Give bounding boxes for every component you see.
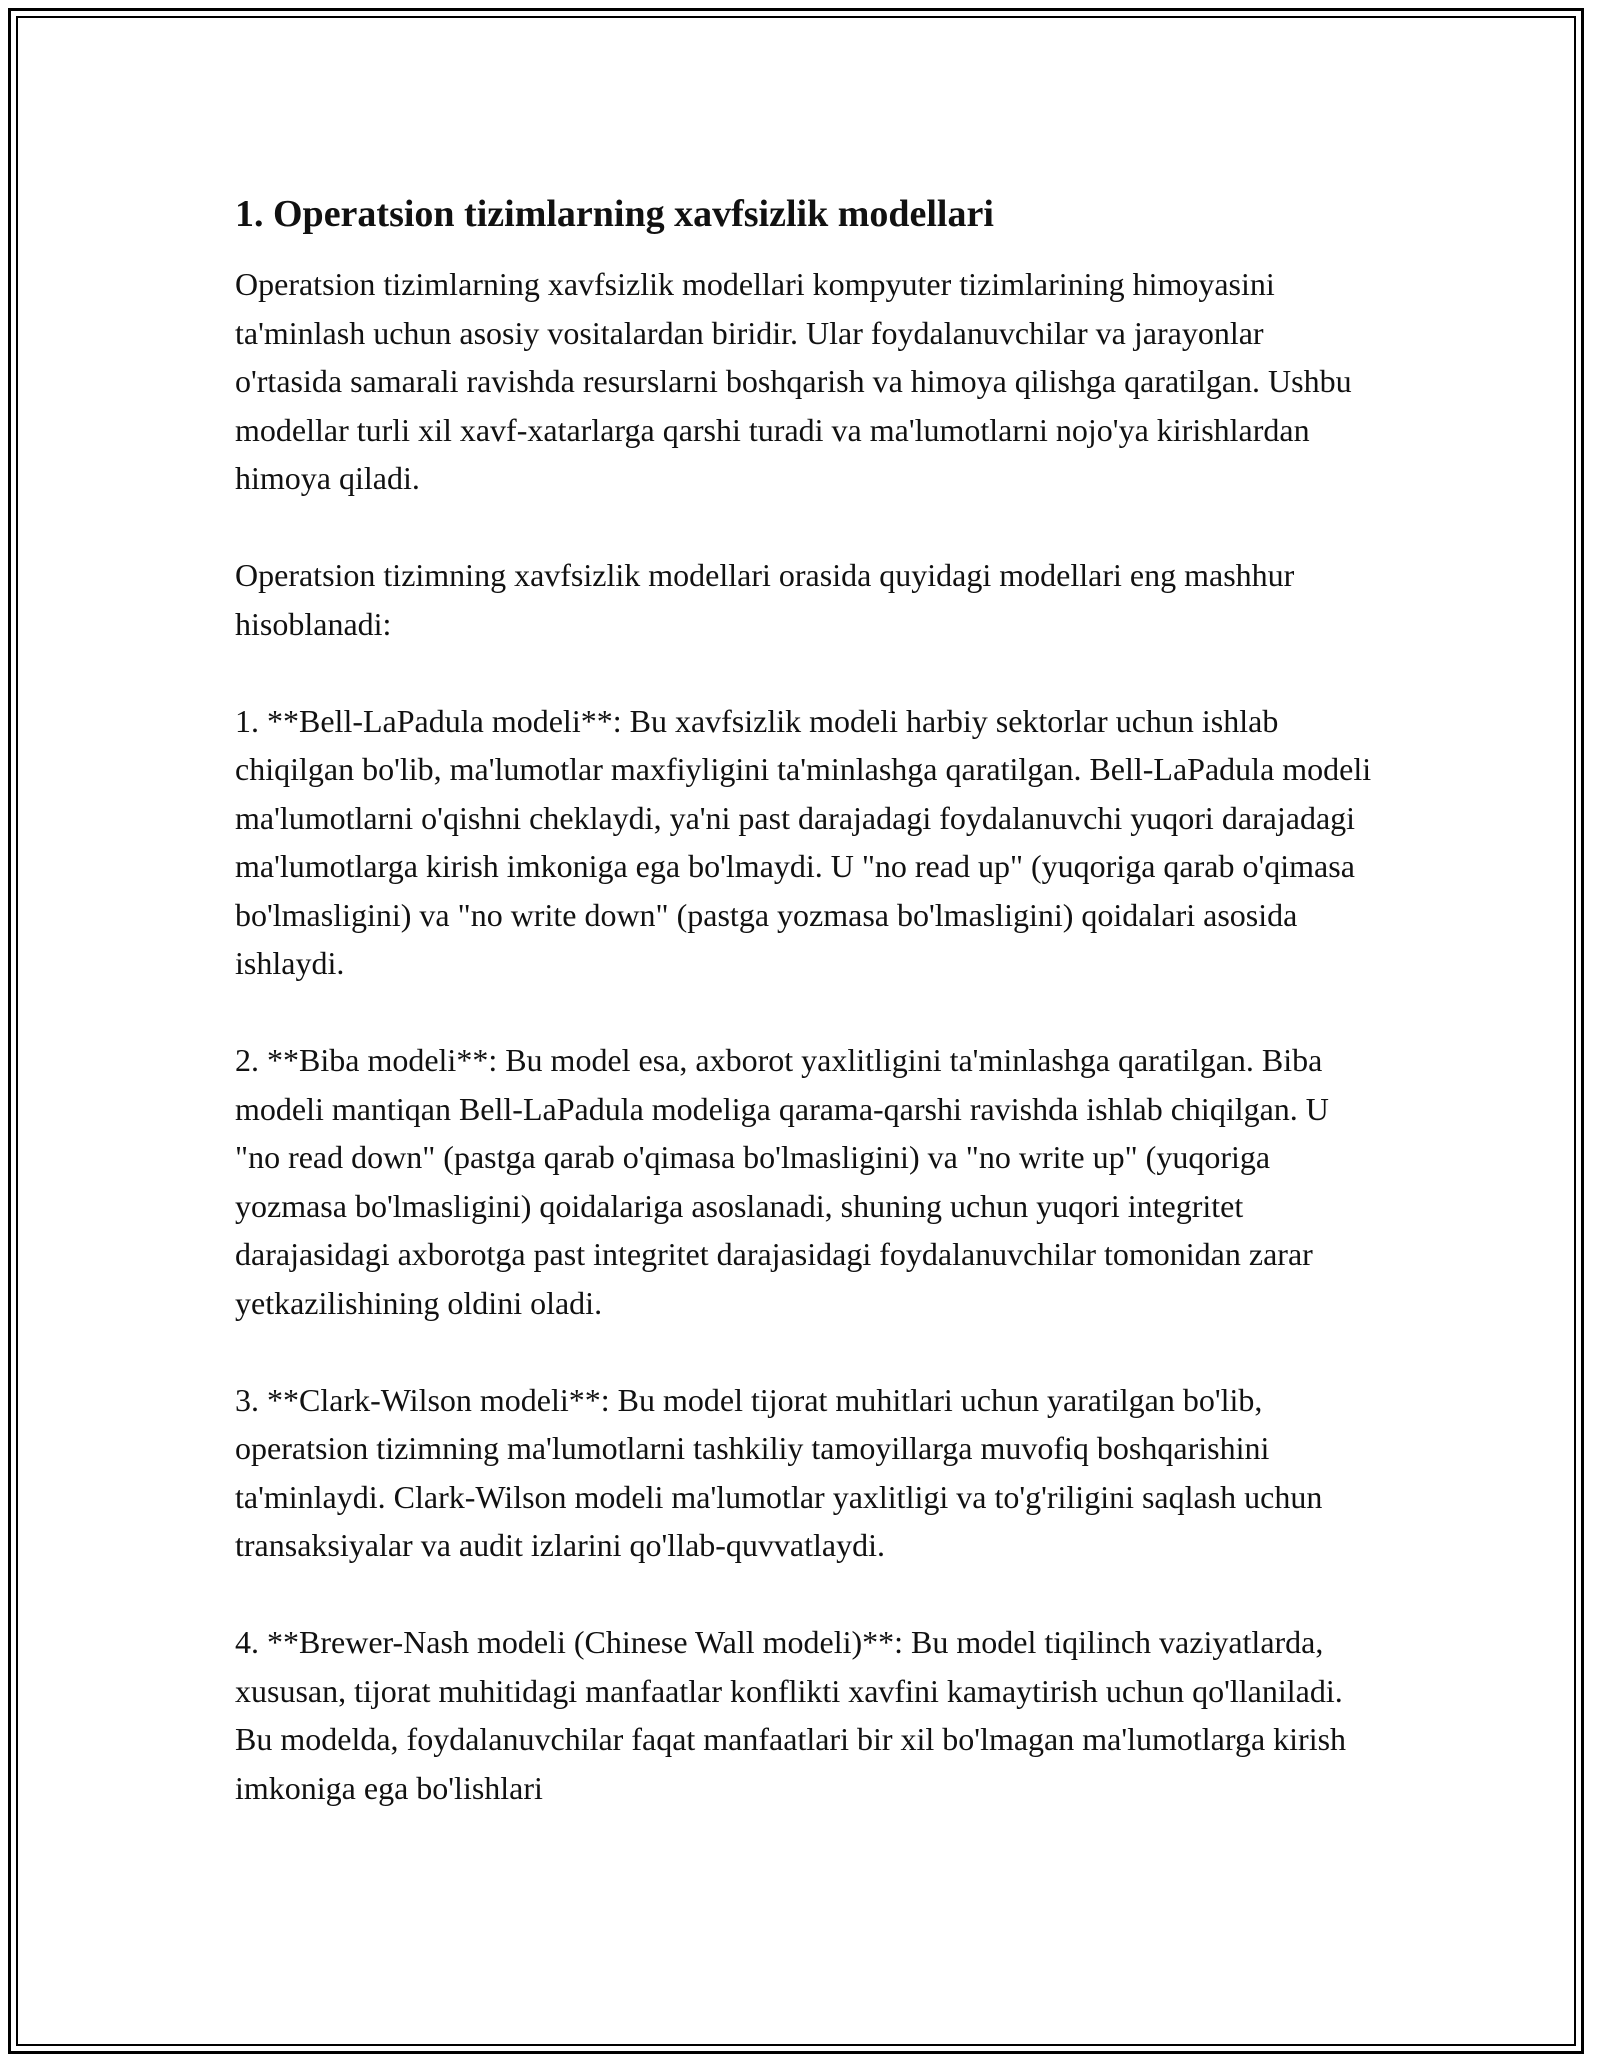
paragraph-biba: 2. **Biba modeli**: Bu model esa, axborot yaxlitligini ta'minlashga qaratilgan. Biba modeli mantiqan Bell-LaPadula modeliga qarama-qarshi ravishda ishlab chiqilgan. U "no read down" (pastga qarab o'qimasa bo'lmasligini) va "no write up" (yuqoriga yozmasa bo'lmasligini) qoidalariga asoslanadi, shuning uchun yuqori integritet darajasidagi axborotga past integritet darajasidagi foydalanuvchilar tomonidan zarar yetkazilishining oldini oladi. <box>235 1042 1329 1321</box>
paragraph-bell-lapadula: 1. **Bell-LaPadula modeli**: Bu xavfsizlik modeli harbiy sektorlar uchun ishlab chiqilgan bo'lib, ma'lumotlar maxfiyligini ta'minlashga qaratilgan. Bell-LaPadula modeli ma'lumotlarni o'qishni cheklaydi, ya'ni past darajadagi foydalanuvchi yuqori darajadagi ma'lumotlarga kirish imkoniga ega bo'lmaydi. U "no read up" (yuqoriga qarab o'qimasa bo'lmasligini) va "no write down" (pastga yozmasa bo'lmasligini) qoidalari asosida ishlaydi. <box>235 702 1372 981</box>
paragraph-brewer-nash: 4. **Brewer-Nash modeli (Chinese Wall modeli)**: Bu model tiqilinch vaziyatlarda, xususan, tijorat muhitidagi manfaatlar konflikti xavfini kamaytirish uchun qo'llaniladi. Bu modelda, foydalanuvchilar faqat manfaatlari bir xil bo'lmagan ma'lumotlarga kirish imkoniga ega bo'lishlari <box>235 1624 1347 1806</box>
document-body <box>235 188 1375 1861</box>
section-heading: 1. Operatsion tizimlarning xavfsizlik modellari <box>235 193 994 235</box>
paragraph-clark-wilson: 3. **Clark-Wilson modeli**: Bu model tijorat muhitlari uchun yaratilgan bo'lib, operatsion tizimning ma'lumotlarni tashkiliy tamoyillarga muvofiq boshqarishini ta'minlaydi. Clark-Wilson modeli ma'lumotlar yaxlitligi va to'g'riligini saqlash uchun transaksiyalar va audit izlarini qo'llab-quvvatlaydi. <box>235 1381 1323 1563</box>
paragraph-models-list-intro: Operatsion tizimning xavfsizlik modellari orasida quyidagi modellari eng mashhur hisoblanadi: <box>235 557 1295 642</box>
paragraph-intro: Operatsion tizimlarning xavfsizlik modellari kompyuter tizimlarining himoyasini ta'minlash uchun asosiy vositalardan biridir. Ular foydalanuvchilar va jarayonlar o'rtasida samarali ravishda resurslarni boshqarish va himoya qilishga qaratilgan. Ushbu modellar turli xil xavf-xatarlarga qarshi turadi va ma'lumotlarni nojo'ya kirishlardan himoya qiladi. <box>235 266 1352 496</box>
